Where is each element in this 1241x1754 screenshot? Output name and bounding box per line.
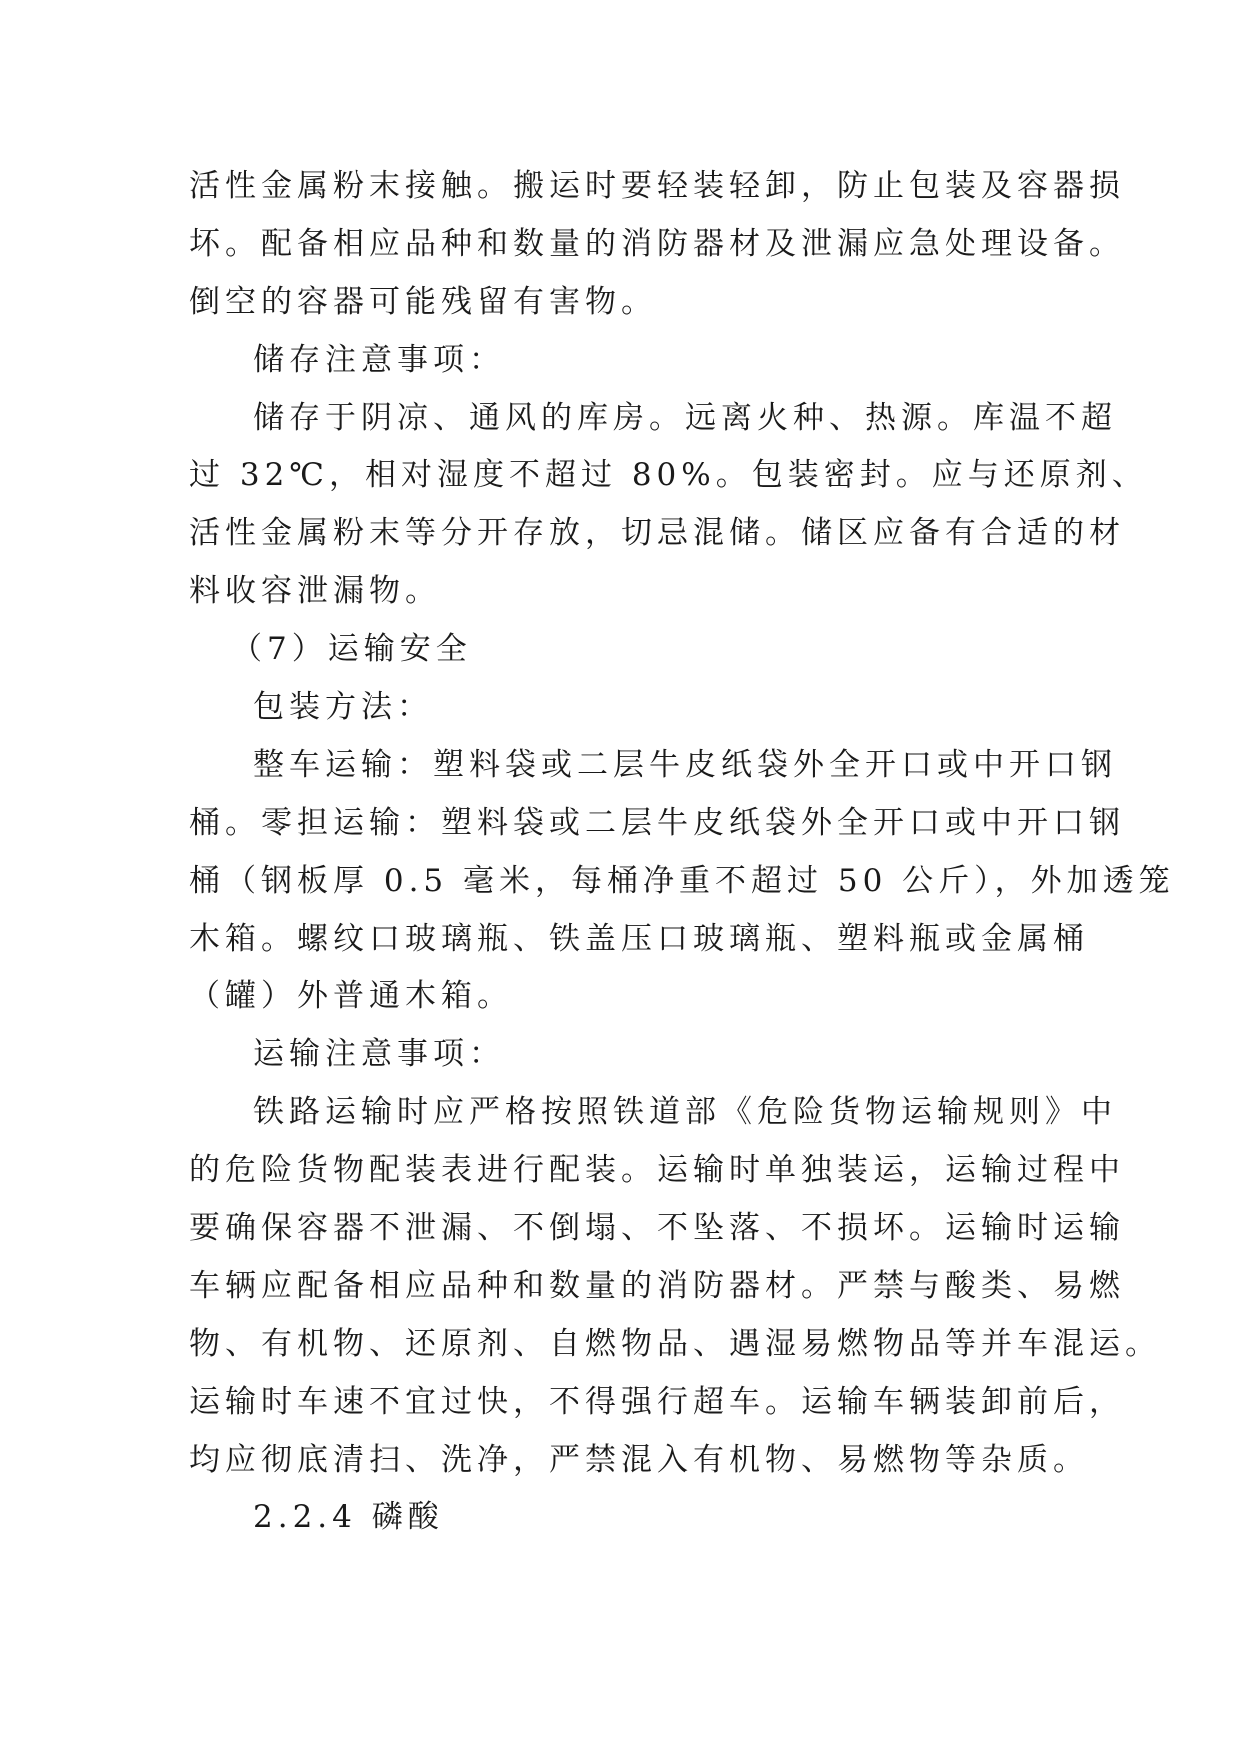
paragraph-line: 桶。零担运输：塑料袋或二层牛皮纸袋外全开口或中开口钢: [189, 804, 1125, 841]
paragraph-line: 储存于阴凉、通风的库房。远离火种、热源。库温不超: [253, 399, 1117, 436]
paragraph-line: 铁路运输时应严格按照铁道部《危险货物运输规则》中: [253, 1094, 1117, 1131]
section-heading-packaging-method: 包装方法：: [253, 689, 433, 726]
paragraph-line: 过 32℃，相对湿度不超过 80%。包装密封。应与还原剂、: [189, 457, 1148, 494]
paragraph-line: 坏。配备相应品种和数量的消防器材及泄漏应急处理设备。: [189, 225, 1125, 262]
paragraph-line: 整车运输：塑料袋或二层牛皮纸袋外全开口或中开口钢: [253, 746, 1117, 783]
paragraph-line: 活性金属粉末等分开存放，切忌混储。储区应备有合适的材: [189, 515, 1125, 552]
paragraph-line: 桶（钢板厚 0.5 毫米，每桶净重不超过 50 公斤），外加透笼: [189, 862, 1175, 899]
paragraph-line: 运输时车速不宜过快，不得强行超车。运输车辆装卸前后，: [189, 1383, 1125, 1420]
paragraph-line: 均应彻底清扫、洗净，严禁混入有机物、易燃物等杂质。: [189, 1441, 1089, 1478]
section-heading-storage-notes: 储存注意事项：: [253, 341, 505, 378]
paragraph-line: 料收容泄漏物。: [189, 573, 441, 610]
paragraph-line: （罐）外普通木箱。: [189, 978, 513, 1015]
section-heading-transport-notes: 运输注意事项：: [253, 1036, 505, 1073]
section-heading-phosphoric-acid: 2.2.4 磷酸: [253, 1499, 444, 1536]
paragraph-line: 物、有机物、还原剂、自燃物品、遇湿易燃物品等并车混运。: [189, 1325, 1161, 1362]
section-heading-transport-safety: （7）运输安全: [231, 631, 472, 668]
document-body: [189, 158, 1175, 1547]
paragraph-line: 木箱。螺纹口玻璃瓶、铁盖压口玻璃瓶、塑料瓶或金属桶: [189, 920, 1089, 957]
paragraph-line: 车辆应配备相应品种和数量的消防器材。严禁与酸类、易燃: [189, 1267, 1125, 1304]
paragraph-line: 要确保容器不泄漏、不倒塌、不坠落、不损坏。运输时运输: [189, 1210, 1125, 1247]
paragraph-line: 活性金属粉末接触。搬运时要轻装轻卸，防止包装及容器损: [189, 168, 1125, 204]
paragraph-line: 倒空的容器可能残留有害物。: [189, 283, 657, 320]
paragraph-line: 的危险货物配装表进行配装。运输时单独装运，运输过程中: [189, 1152, 1125, 1189]
